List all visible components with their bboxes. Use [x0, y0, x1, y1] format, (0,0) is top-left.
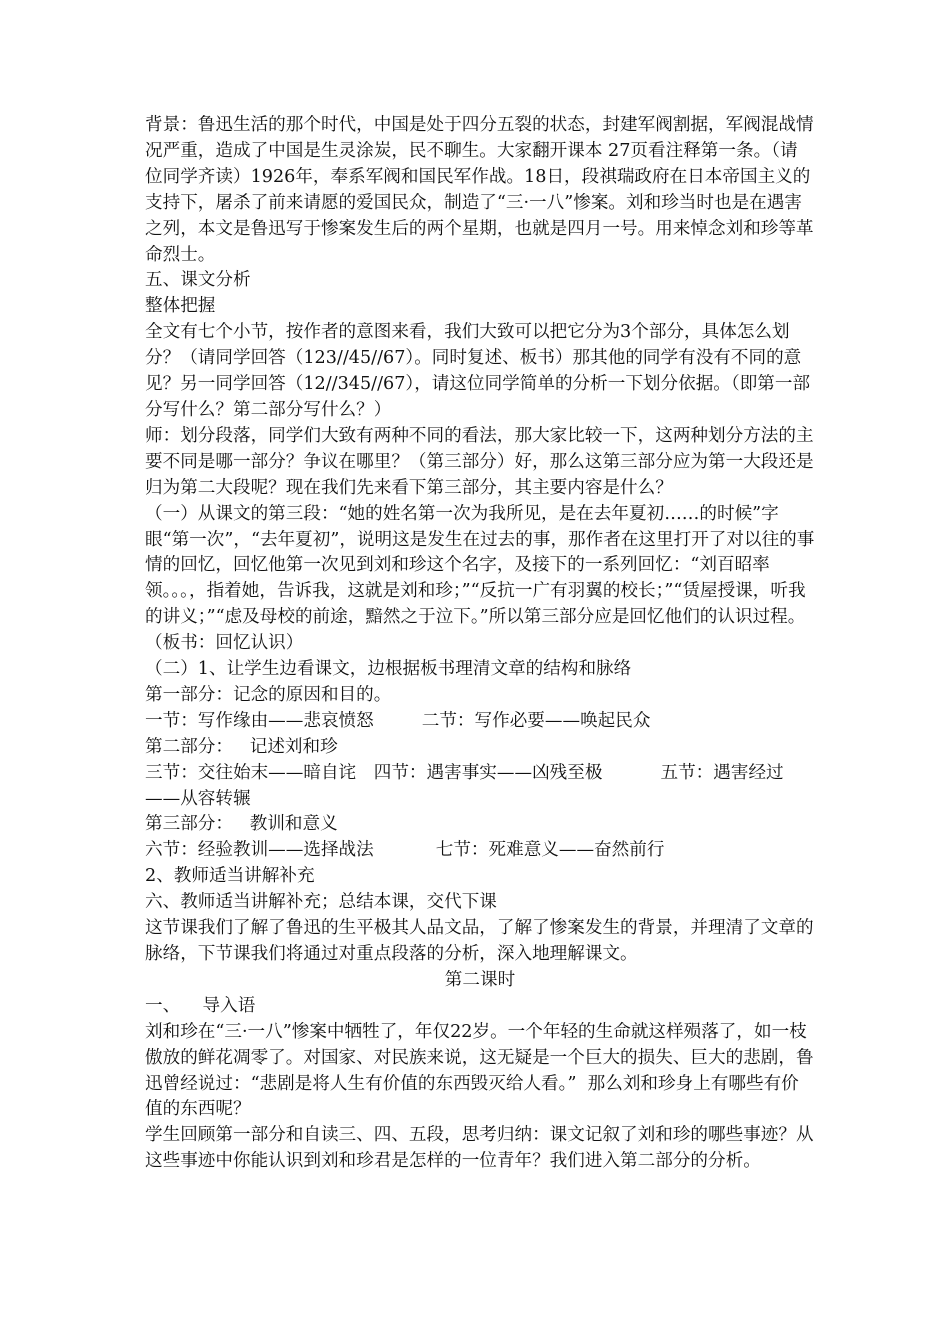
- section-heading-six: 六、教师适当讲解补充；总结本课，交代下课: [145, 892, 497, 913]
- section-five-continuation: ——从容转辗: [145, 788, 251, 809]
- background-paragraph: 背景：鲁迅生活的那个时代，中国是处于四分五裂的状态，封建军阀割据，军阀混战情况严重，造成了中国是生灵涂炭，民不聊生。大家翻开课本 27页看注释第一条。（请位同学齐读）1926年，奉系军阀和国民军作战。18日，段祺瑞政府在日本帝国主义的支持下，屠杀了前来请愿的爱国民众，制造了“三·一八”惨案。刘和珍当时也是在遇害之列，本文是鲁迅写于惨案发生后的两个星期，也就是四月一号。用来悼念刘和珍等革命烈士。: [145, 115, 814, 265]
- supplement-line: 2、教师适当讲解补充: [145, 866, 315, 887]
- sections-six-seven-row: [145, 838, 815, 864]
- intro-heading: 一、 导入语: [145, 995, 256, 1016]
- section-five-text: 五节：遇害经过: [660, 762, 784, 783]
- teacher-paragraph: 师：划分段落，同学们大致有两种不同的看法，那大家比较一下，这两种划分方法的主要不同是哪一部分？争议在哪里？（第三部分）好，那么这第三部分应为第一大段还是归为第二大段呢？现在我们先来看下第三部分，其主要内容是什么？: [145, 425, 814, 498]
- sections-one-two-row: [145, 709, 815, 735]
- section-two-text: 二节：写作必要——唤起民众: [421, 710, 651, 731]
- part-three-analysis-paragraph: （一）从课文的第三段：“她的姓名第一次为我所见，是在去年夏初……的时候”字眼“第一次”，“去年夏初”，说明这是发生在过去的事，那作者在这里打开了对以往的事情的回忆，回忆他第一次见到刘和珍这个名字，及接下的一系列回忆：“刘百昭率领。。。，指着她，告诉我，这就是刘和珍；”“反抗一广有羽翼的校长；”“赁屋授课，听我的讲义；”“虑及母校的前途，黯然之于泣下。”所以第三部分应是回忆他们的认识过程。（板书：回忆认识）: [145, 503, 815, 654]
- part-three-line: 第三部分： 教训和意义: [145, 814, 338, 835]
- part-two-line: 第二部分： 记述刘和珍: [145, 736, 338, 757]
- subheading-overall: 整体把握: [145, 296, 216, 317]
- summary-paragraph: 这节课我们了解了鲁迅的生平极其人品文品，了解了惨案发生的背景，并理清了文章的脉络，下节课我们将通过对重点段落的分析，深入地理解课文。: [145, 918, 814, 964]
- document-page: [145, 113, 815, 1175]
- section-three-text: 三节：交往始末——暗自诧: [145, 762, 357, 783]
- section-four-text: 四节：遇害事实——凶残至极: [373, 762, 603, 783]
- section-heading-five: 五、课文分析: [145, 270, 251, 291]
- structure-intro-line: （二）1、让学生边看课文，边根据板书理清文章的结构和脉络: [145, 659, 632, 680]
- review-paragraph: 学生回顾第一部分和自读三、四、五段，思考归纳：课文记叙了刘和珍的哪些事迹？从这些事迹中你能认识到刘和珍君是怎样的一位青年？我们进入第二部分的分析。: [145, 1125, 814, 1172]
- section-one-text: 一节：写作缘由——悲哀愤怒: [145, 710, 374, 731]
- part-one-line: 第一部分：记念的原因和目的。: [145, 684, 392, 705]
- sections-three-five-row: [145, 761, 815, 787]
- division-paragraph: 全文有七个小节，按作者的意图来看，我们大致可以把它分为3个部分，具体怎么划分？（请同学回答（123//45//67）。同时复述、板书）那其他的同学有没有不同的意见？另一同学回答（12//345//67），请这位同学简单的分析一下划分依据。（即第一部分写什么？第二部分写什么？）: [145, 322, 811, 420]
- section-six-text: 六节：经验教训——选择战法: [145, 840, 374, 861]
- section-seven-text: 七节：死难意义——奋然前行: [435, 840, 665, 861]
- lesson-two-title: 第二课时: [444, 969, 516, 990]
- intro-paragraph: 刘和珍在“三·一八”惨案中牺牲了，年仅22岁。一个年轻的生命就这样殒落了，如一枝傲放的鲜花凋零了。对国家、对民族来说，这无疑是一个巨大的损失、巨大的悲剧，鲁迅曾经说过：“悲剧是将人生有价值的东西毁灭给人看。” 那么刘和珍身上有哪些有价值的东西呢？: [145, 1021, 814, 1120]
